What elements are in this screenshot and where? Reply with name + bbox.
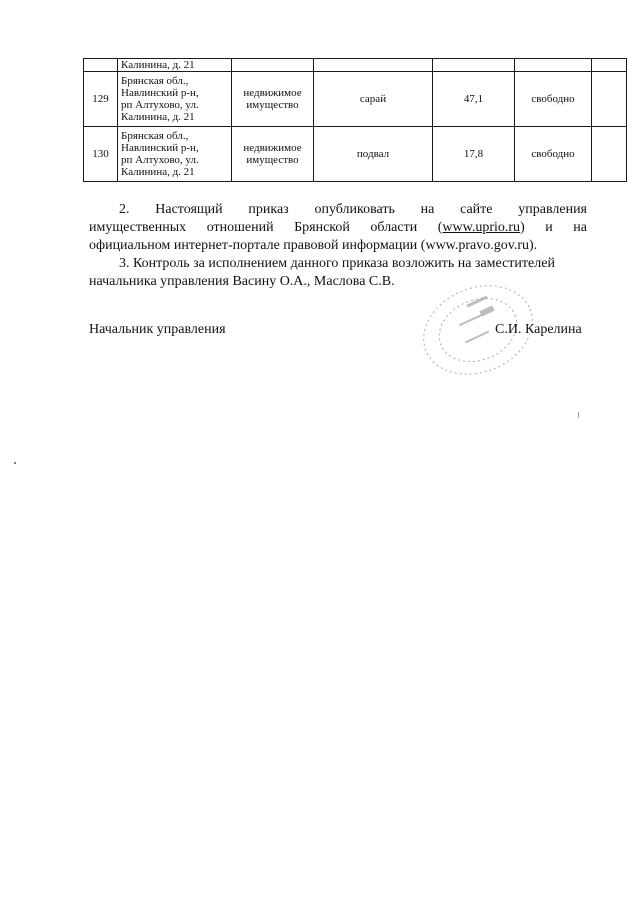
address-line: рп Алтухово, ул. <box>121 99 199 111</box>
paragraph-control: 3. Контроль за исполнением данного приказа возложить на заместителей начальника управления Васину О.А., Маслова С.В. <box>89 256 555 289</box>
row-number: 129 <box>84 72 118 127</box>
address-cell: Калинина, д. 21 <box>118 59 232 72</box>
signatory-name: С.И. Карелина <box>495 322 582 337</box>
address-cell <box>118 72 232 127</box>
area-cell: 47,1 <box>433 72 515 127</box>
uprio-link[interactable]: www.uprio.ru <box>442 220 521 235</box>
status-cell: свободно <box>515 127 592 182</box>
address-line: Брянская обл., <box>121 75 189 87</box>
address-cell <box>118 127 232 182</box>
status-cell: свободно <box>515 72 592 127</box>
scan-speck <box>578 412 579 418</box>
object-name-cell: подвал <box>314 127 433 182</box>
paragraph-publish: 2. Настоящий приказ опубликовать на сайте управления имущественных отношений Брянской области (www.uprio.ru) и на официальном интернет-портале правовой информации (www.pravo.gov.ru). <box>89 202 587 253</box>
property-type-cell: недвижимое имущество <box>232 72 314 127</box>
property-type-cell: недвижимое имущество <box>232 127 314 182</box>
address-line: Навлинский р-н, <box>121 142 199 154</box>
address-line: Калинина, д. 21 <box>121 111 195 123</box>
area-cell: 17,8 <box>433 127 515 182</box>
address-line: Калинина, д. 21 <box>121 166 195 178</box>
address-line: Брянская обл., <box>121 130 189 142</box>
table-row <box>84 127 627 182</box>
address-line: рп Алтухово, ул. <box>121 154 199 166</box>
signatory-title: Начальник управления <box>89 322 226 337</box>
object-name-cell: сарай <box>314 72 433 127</box>
address-line: Навлинский р-н, <box>121 87 199 99</box>
table-row <box>84 59 627 72</box>
table-row <box>84 72 627 127</box>
scan-speck <box>14 462 16 464</box>
property-table <box>83 58 627 182</box>
row-number: 130 <box>84 127 118 182</box>
